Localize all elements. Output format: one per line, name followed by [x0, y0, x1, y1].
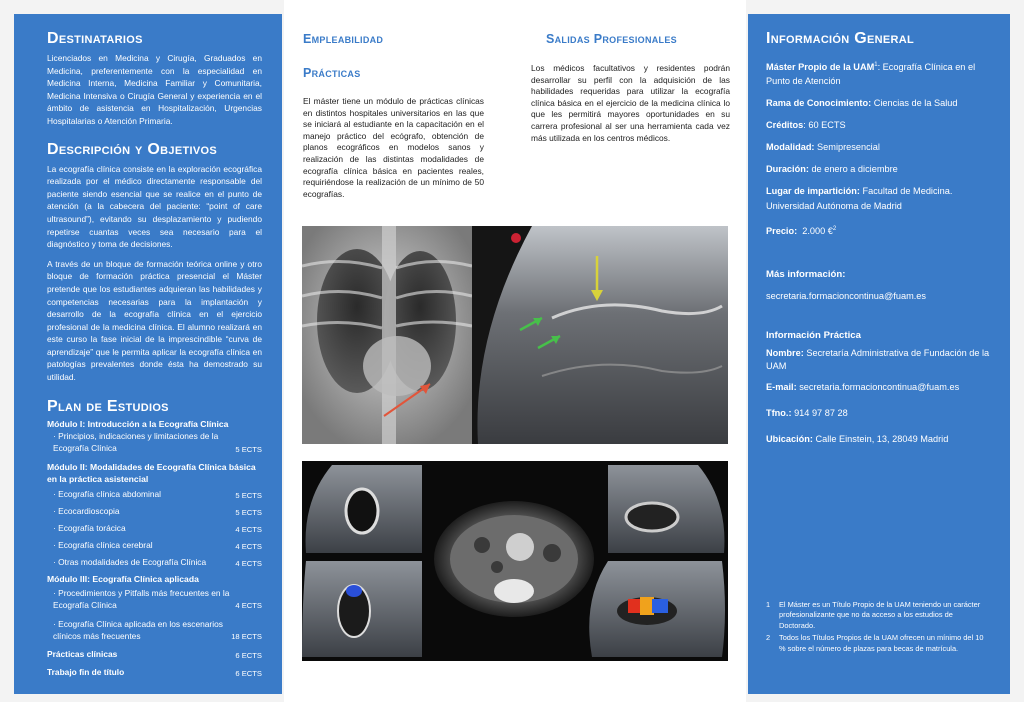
footnote-1-key: 1 [766, 600, 771, 609]
salidas-text: Los médicos facultativos y residentes podrán desarrollar su perfil con la adquisición de las habilidades requeridas para utilizar la ecografía clínica básica en el ejercicio de la medicina clínica lo que les permitirá mayores oportunidades en su carrera profesional al ser una herramienta cada vez más utilizada en los centros médicos. [531, 63, 730, 143]
module-1-title: Módulo I: Introducción a la Ecografía Clínica [47, 418, 229, 429]
practicas-text: El máster tiene un módulo de prácticas clínicas en distintos hospitales universitarios en las que se iniciará al estudiante en la capacitación en el manejo práctico del ecógrafo, obtención de planos ecográficos en modelos sanos y realización de las distintas modalidades de ecografía clínica básica en pacientes reales, requiriéndose la realización de un mínimo de 50 ecografías. [303, 96, 484, 199]
plan-course-row [47, 430, 262, 459]
plan-heading: Plan de Estudios [47, 397, 169, 415]
course-name: · Otras modalidades de Ecografía Clínica [53, 556, 207, 567]
footnote-1 [766, 600, 988, 631]
practicas-heading: Prácticas [303, 66, 361, 80]
lugar-label: Lugar de impartición: [766, 186, 860, 197]
email-label: E-mail: [766, 382, 797, 393]
practicas-name: Prácticas clínicas [47, 648, 118, 659]
info-modalidad [766, 140, 992, 155]
ubicacion-value: Calle Einstein, 13, 28049 Madrid [812, 434, 949, 445]
rama-label: Rama de Conocimiento: [766, 98, 872, 109]
empleabilidad-heading: Empleabilidad [303, 32, 384, 46]
info-precio [766, 222, 992, 239]
modalidad-value: Semipresencial [814, 142, 880, 153]
course-ects: 18 ECTS [231, 631, 262, 641]
medical-images-illustration [302, 226, 728, 444]
plan-course-row [47, 618, 262, 646]
precio-footnote-marker: 2 [832, 226, 837, 233]
rama-value: Ciencias de la Salud [871, 98, 958, 109]
module-2-title: Módulo II: Modalidades de Ecografía Clínica básica en la práctica asistencial [47, 461, 256, 484]
course-ects: 4 ECTS [235, 524, 262, 534]
salidas-heading: Salidas Profesionales [546, 32, 677, 46]
info-creditos [766, 118, 992, 133]
ultrasound-collage-illustration [302, 461, 728, 661]
tfno-value: 914 97 87 28 [791, 408, 848, 419]
descripcion-heading: Descripción y Objetivos [47, 140, 217, 158]
footnote-2-key: 2 [766, 633, 771, 643]
plan-course-row [47, 522, 262, 536]
course-name: · Ecocardioscopia [53, 505, 120, 516]
descripcion-paragraph-2: A través de un bloque de formación teórica online y otro bloque de formación práctica presencial el Máster pretende que los estudiantes adquieran las habilidades y competencias necesarias para la implantación y desarrollo de la ecografía clínica en el ejercicio profesional de la medicina clínica. El alumno realizará en este curso la fase inicial de la imprescindible “curva de aprendizaje” que le permita aplicar la ecografía clínica en patologías prevalentes donde ésta ha demostrado su utilidad. [47, 258, 262, 383]
practicas-ects: 6 ECTS [235, 650, 262, 660]
master-footnote-marker: 1 [874, 62, 878, 68]
modalidad-label: Modalidad: [766, 142, 815, 153]
course-name: · Principios, indicaciones y limitaciones de la Ecografía Clínica [53, 430, 219, 453]
middle-panel [284, 0, 746, 702]
duracion-label: Duración: [766, 164, 809, 175]
destinatarios-heading: Destinatarios [47, 30, 143, 47]
footnote-2 [766, 633, 988, 654]
course-ects: 5 ECTS [235, 444, 262, 454]
info-tfno [766, 407, 992, 420]
tfno-label: Tfno.: [766, 408, 792, 419]
email-value[interactable]: secretaria.formacioncontinua@fuam.es [796, 382, 960, 393]
course-ects: 5 ECTS [235, 490, 262, 500]
info-master [766, 58, 992, 88]
info-general-heading: Información General [766, 30, 915, 47]
ultrasound-ct-collage [302, 461, 728, 661]
master-value: : Ecografía Clínica en el Punto de Atención [766, 62, 976, 87]
info-rama [766, 96, 992, 111]
course-name: · Ecografía clínica abdominal [53, 488, 161, 499]
info-email [766, 381, 992, 394]
plan-practicas-row [47, 648, 262, 662]
info-lugar [766, 184, 992, 214]
course-ects: 5 ECTS [235, 507, 262, 517]
tfm-ects: 6 ECTS [235, 668, 262, 678]
mas-info-heading: Más información: [766, 269, 846, 281]
duracion-value: de enero a diciembre [808, 164, 898, 175]
plan-course-row [47, 488, 262, 502]
plan-tfm-row [47, 666, 262, 680]
lugar-value: Facultad de Medicina. Universidad Autónoma de Madrid [766, 186, 953, 212]
course-name: · Ecografía Clínica aplicada en los escenarios clínicos más frecuentes [53, 618, 223, 641]
creditos-label: Créditos [766, 120, 804, 131]
course-ects: 4 ECTS [235, 558, 262, 568]
mas-info-email[interactable]: secretaria.formacioncontinua@fuam.es [766, 291, 926, 302]
module-3-title: Módulo III: Ecografía Clínica aplicada [47, 573, 199, 584]
info-nombre [766, 347, 992, 373]
info-ubicacion [766, 433, 992, 446]
precio-label: Precio: [766, 226, 798, 237]
plan-course-row [47, 539, 262, 553]
course-ects: 4 ECTS [235, 541, 262, 551]
creditos-value: : 60 ECTS [803, 120, 846, 131]
footnote-2-text: Todos los Títulos Propios de la UAM ofrecen un mínimo del 10 % sobre el número de plazas para becas de matrícula. [779, 633, 984, 653]
plan-course-row [47, 556, 262, 570]
destinatarios-text: Licenciados en Medicina y Cirugía, Graduados en Medicina, preferentemente con la especialidad en Medicina Interna, Medicina Familiar y Comunitaria, Medicina Intensiva o Cirugía General y experiencia en el ámbito de asistencia en Hospitalización, Urgencias Hospitalarias o Atención Primaria. [47, 53, 262, 126]
plan-course-row [47, 587, 262, 615]
descripcion-paragraph-1: La ecografía clínica consiste en la exploración ecográfica realizada por el médico directamente responsable del paciente siendo esencial que se realice en el punto de atención (a la cabecera del paciente: “point of care ultrasound”), evitando su desplazamiento y pudiendo repetirse cuantas veces sea necesario para el diagnóstico y toma de decisiones. [47, 163, 262, 250]
footnote-1-text: El Máster es un Título Propio de la UAM teniendo un carácter profesionalizante que no da acceso a los estudios de Doctorado. [779, 600, 981, 630]
nombre-label: Nombre: [766, 348, 804, 359]
info-practica-heading: Información Práctica [766, 330, 861, 342]
nombre-value: Secretaría Administrativa de Fundación de la UAM [766, 348, 990, 372]
footnotes [766, 600, 988, 654]
right-panel [748, 14, 1010, 694]
master-label: Máster Propio de la UAM [766, 62, 875, 73]
left-panel [14, 14, 282, 694]
precio-value: 2.000 € [802, 226, 833, 237]
course-name: · Procedimientos y Pitfalls más frecuentes en la Ecografía Clínica [53, 587, 230, 610]
course-ects: 4 ECTS [235, 600, 262, 610]
info-duracion [766, 162, 992, 177]
ubicacion-label: Ubicación: [766, 434, 813, 445]
plan-course-row [47, 505, 262, 519]
course-name: · Ecografía torácica [53, 522, 126, 533]
course-name: · Ecografía clínica cerebral [53, 539, 153, 550]
xray-ultrasound-image [302, 226, 728, 444]
tfm-name: Trabajo fin de título [47, 666, 125, 677]
